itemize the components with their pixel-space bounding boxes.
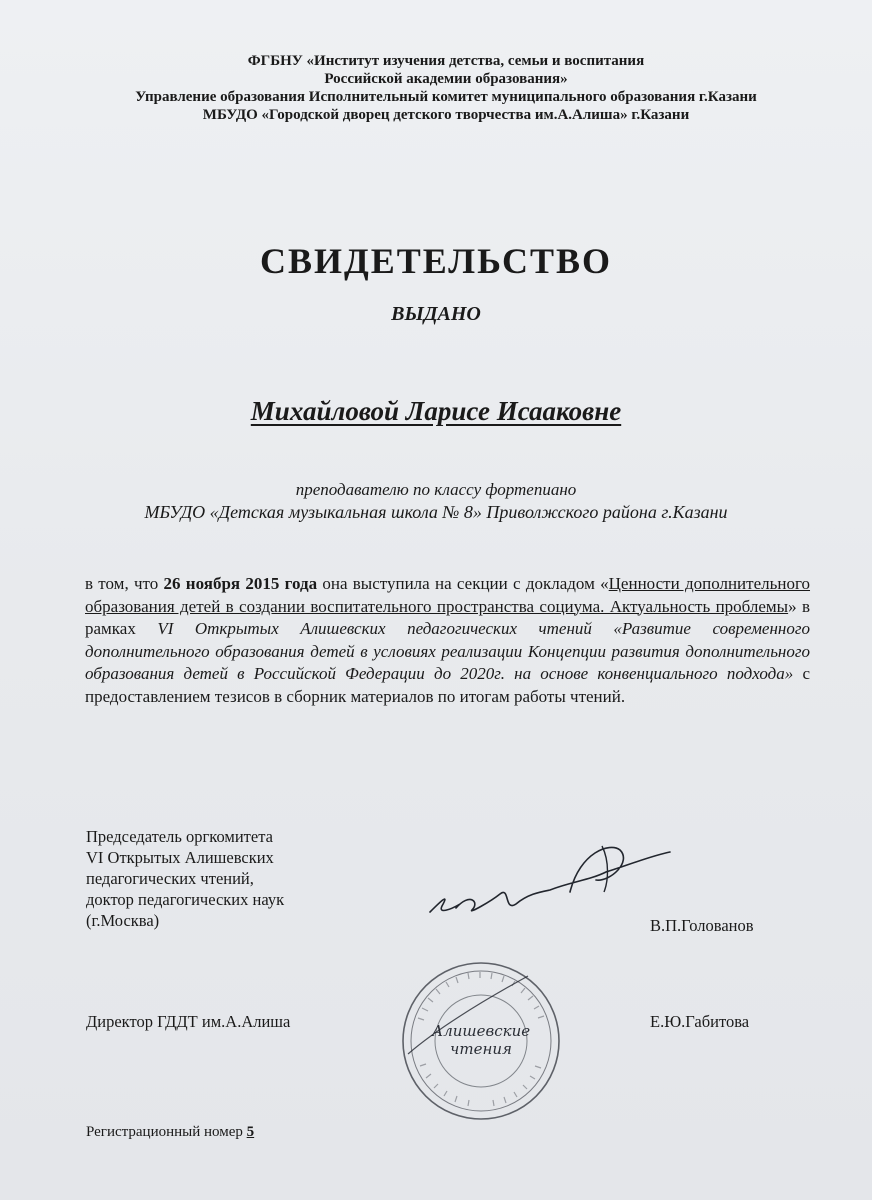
- registration-number: [86, 1124, 254, 1141]
- event-name: VI Открытых Алишевских педагогических чтений «Развитие современного дополнительного образования детей в условиях реализации Концепции развития дополнительного образования детей в Российской Федерации до 2020г. на основе конвенциального подхода»: [85, 619, 810, 683]
- recipient-name: [0, 396, 872, 427]
- signatory-2-name: Е.Ю.Габитова: [650, 1012, 750, 1031]
- recipient-name-text: Михайловой Ларисе Исааковне: [250, 396, 622, 426]
- signatory-1-line-2: VI Открытых Алишевских: [86, 848, 274, 867]
- header-line-2: Российской академии образования»: [324, 71, 568, 87]
- header-line-1: ФГБНУ «Институт изучения детства, семьи и воспитания: [247, 53, 645, 69]
- official-seal: [398, 958, 564, 1124]
- signatory-1-line-4: доктор педагогических наук: [86, 890, 285, 909]
- seal-text-2: чтения: [450, 1040, 512, 1058]
- signatory-1-line-3: педагогических чтений,: [86, 869, 254, 888]
- signatory-1-line-1: Председатель оргкомитета: [86, 827, 273, 846]
- signatory-1-name: В.П.Голованов: [650, 916, 754, 935]
- recipient-school: МБУДО «Детская музыкальная школа № 8» Приволжского района г.Казани: [144, 502, 728, 522]
- body-part-4: с предоставлением тезисов в сборник материалов по итогам работы чтений.: [85, 664, 810, 706]
- body-part-1: в том, что: [85, 574, 164, 593]
- signatory-2-role: Директор ГДДТ им.А.Алиша: [86, 1012, 291, 1031]
- body-part-2: она выступила на секции с докладом «: [317, 574, 609, 593]
- signatory-1-line-5: (г.Москва): [86, 911, 160, 930]
- body-part-3: » в рамках: [85, 596, 810, 638]
- registration-value: 5: [246, 1124, 255, 1140]
- registration-label: Регистрационный номер: [86, 1124, 247, 1140]
- certificate-body: [85, 573, 810, 708]
- report-topic: Ценности дополнительного образования детей в создании воспитательного пространства социума. Актуальность проблемы: [85, 574, 811, 616]
- recipient-position: преподавателю по классу фортепиано: [295, 480, 577, 499]
- header-line-4: МБУДО «Городской дворец детского творчества им.А.Алиша» г.Казани: [202, 107, 690, 123]
- issuer-header: [40, 52, 852, 124]
- handwritten-signature: [420, 832, 680, 932]
- issued-label: ВЫДАНО: [391, 303, 481, 325]
- event-date: 26 ноября 2015 года: [163, 574, 318, 593]
- header-line-3: Управление образования Исполнительный комитет муниципального образования г.Казани: [135, 89, 757, 105]
- seal-text-1: Алишевские: [431, 1022, 531, 1040]
- document-title: СВИДЕТЕЛЬСТВО: [259, 241, 613, 281]
- signatory-1-title: [86, 826, 406, 931]
